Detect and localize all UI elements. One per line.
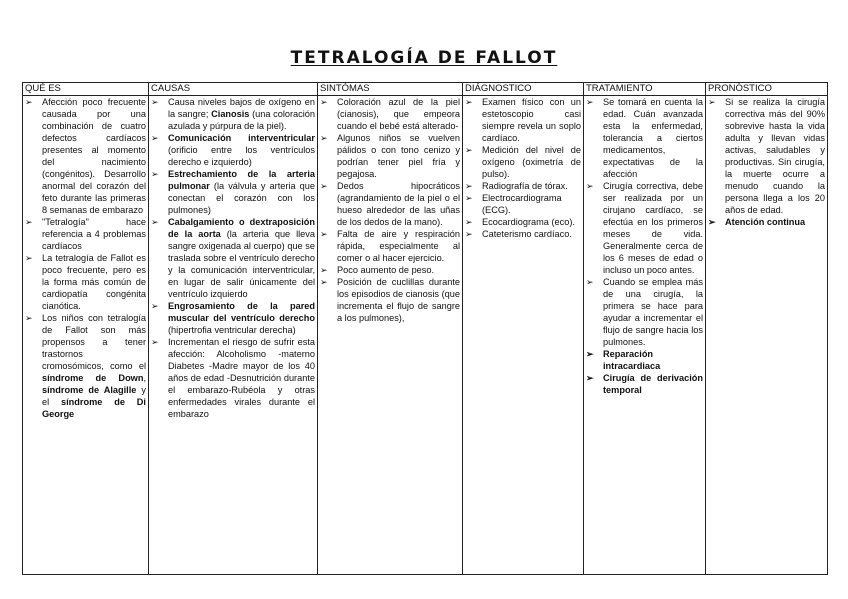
fallot-table xyxy=(22,82,828,575)
text: y el xyxy=(42,385,146,407)
term: Engrosamiento de la pared muscular del ventrículo derecho xyxy=(168,301,315,323)
list-item: ➢ Cateterismo cardíaco. xyxy=(465,228,581,240)
list-item: ➢ Dedos hipocráticos (agrandamiento de la piel o el hueso alrededor de las uñas de los dedos de la mano). xyxy=(320,180,460,228)
document-title: TETRALOGÍA DE FALLOT xyxy=(290,48,558,68)
cell-pronostico xyxy=(706,96,828,575)
term: Cabalgamiento o dextraposición de la aorta xyxy=(168,217,315,239)
text: (la válvula y arteria que conectan el corazón con los pulmones) xyxy=(168,181,315,215)
text: (orificio entre los ventrículos derecho e izquierdo) xyxy=(168,145,315,167)
cell-tratamiento xyxy=(584,96,706,575)
list-item: ➢ Atención continua xyxy=(708,216,825,228)
term: Estrechamiento de la arteria pulmonar xyxy=(168,169,315,191)
list-item: ➢ Reparación intracardiaca xyxy=(586,348,703,372)
list-item: ➢ Poco aumento de peso. xyxy=(320,264,460,276)
list-item: ➢ Medición del nivel de oxígeno (oximetría de pulso). xyxy=(465,144,581,180)
list-item: ➢ Cuando se emplea más de una cirugía, la primera se hace para ayudar a incrementar el flujo de sangre hacia los pulmones. xyxy=(586,276,703,348)
list-item: ➢ Electrocardiograma (ECG). xyxy=(465,192,581,216)
list-item xyxy=(151,216,315,300)
list-item: ➢ Algunos niños se vuelven pálidos o con tono cenizo y podrían tener piel fría y pegajosa. xyxy=(320,132,460,180)
header-sintomas: SINTÓMAS xyxy=(318,83,463,96)
list-item: ➢ "Tetralogía" hace referencia a 4 problemas cardíacos xyxy=(25,216,146,252)
list-item: ➢ Incrementan el riesgo de sufrir esta afección: Alcoholismo -materno Diabetes -Madre mayor de los 40 años de edad -Desnutrición durante el embarazo-Rubéola y otras enfermedades virales durante el embarazo xyxy=(151,336,315,420)
header-diagnostico: DIÁGNOSTICO xyxy=(463,83,584,96)
list-item xyxy=(25,312,146,420)
header-tratamiento: TRATAMIENTO xyxy=(584,83,706,96)
header-pronostico: PRONÓSTICO xyxy=(706,83,828,96)
syndrome-di-george: síndrome de Di George xyxy=(42,397,146,419)
cianosis-term: Cianosis xyxy=(211,109,250,119)
list-item xyxy=(151,132,315,168)
list-item: ➢ Se tomará en cuenta la edad. Cuán avanzada esta la enfermedad, tolerancia a ciertos medicamentos, expectativas de la afección xyxy=(586,96,703,180)
list-item: ➢ Afección poco frecuente causada por una combinación de cuatro defectos cardíacos presentes al momento del nacimiento (congénitos). Desarrollo anormal del corazón del feto durante las primeras 8 semanas de embarazo xyxy=(25,96,146,216)
list-item: ➢ Ecocardiograma (eco). xyxy=(465,216,581,228)
list-item xyxy=(151,96,315,132)
list-item xyxy=(151,168,315,216)
header-row xyxy=(23,83,828,96)
list-item: ➢ La tetralogía de Fallot es poco frecuente, pero es la forma más común de cardiopatía congénita cianótica. xyxy=(25,252,146,312)
list-item: ➢ Examen físico con un estetoscopio casi siempre revela un soplo cardíaco. xyxy=(465,96,581,144)
text: , xyxy=(143,373,146,383)
text: (hipertrofia ventricular derecha) xyxy=(168,325,296,335)
list-item: ➢ Cirugía de derivación temporal xyxy=(586,372,703,396)
list-item: ➢ Radiografía de tórax. xyxy=(465,180,581,192)
list-item: ➢ Coloración azul de la piel (cianosis), que empeora cuando el bebé está alterado- xyxy=(320,96,460,132)
list-item: ➢ Si se realiza la cirugía correctiva más del 90% sobrevive hasta la vida adulta y llevan vidas activas, saludables y productivas. Sin cirugía, la muerte ocurre a menudo cuando la persona llega a los 20 años de edad. xyxy=(708,96,825,216)
text: (una coloración azulada y púrpura de la piel). xyxy=(168,109,316,131)
cell-causas xyxy=(149,96,318,575)
header-que-es: QUÉ ES xyxy=(23,83,149,96)
text: Causa niveles bajos de oxígeno en la sangre; xyxy=(168,97,315,119)
syndrome-alagille: síndrome de Alagille xyxy=(42,385,137,395)
text: Los niños con tetralogía de Fallot son más propensos a tener trastornos cromosómicos, como el xyxy=(42,313,146,371)
cell-sintomas xyxy=(318,96,463,575)
syndrome-down: síndrome de Down xyxy=(42,373,144,383)
content-row xyxy=(23,96,828,575)
list-item: ➢ Posición de cuclillas durante los episodios de cianosis (que incrementa el flujo de sangre a los pulmones), xyxy=(320,276,460,324)
term: Comunicación interventricular xyxy=(168,133,315,143)
list-item xyxy=(151,300,315,336)
header-causas: CAUSAS xyxy=(149,83,318,96)
list-item: ➢ Cirugía correctiva, debe ser realizada por un cirujano cardíaco, se efectúa en los primeros meses de vida. Generalmente cerca de los 6 meses de edad o incluso un poco antes. xyxy=(586,180,703,276)
cell-diagnostico xyxy=(463,96,584,575)
text: (la arteria que lleva sangre oxigenada al cuerpo) que se traslada sobre el ventrículo derecho y la comunicación interventricular, en lugar de salir únicamente del ventrículo izquierdo xyxy=(168,229,315,299)
list-item: ➢ Falta de aire y respiración rápida, especialmente al comer o al hacer ejercicio. xyxy=(320,228,460,264)
cell-que-es xyxy=(23,96,149,575)
